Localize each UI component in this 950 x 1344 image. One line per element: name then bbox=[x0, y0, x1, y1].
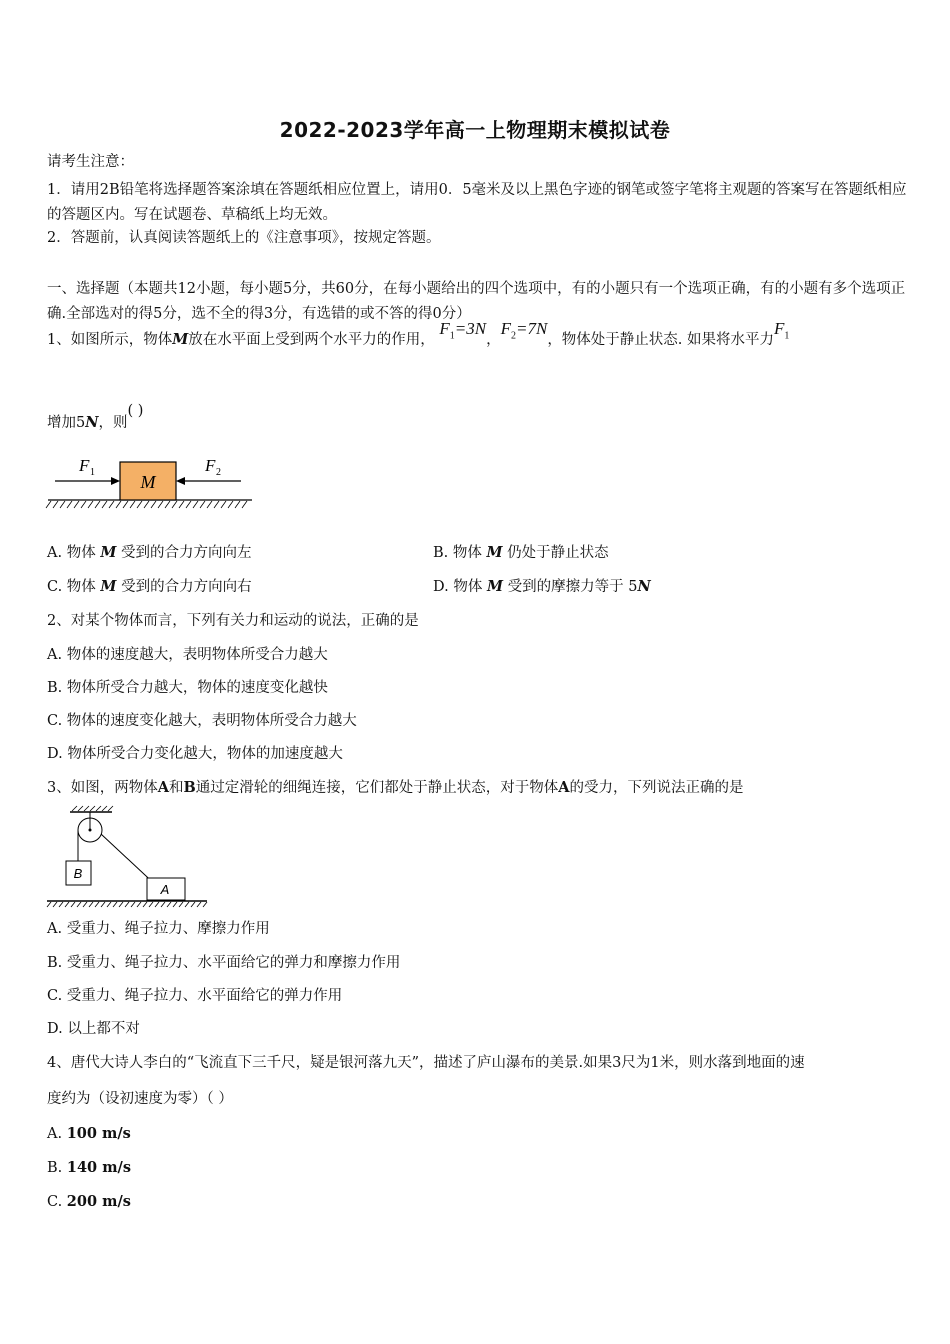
block-a-label: A bbox=[160, 882, 170, 897]
block-m-label: M bbox=[140, 472, 156, 492]
q4-opt-c-value: 200 m/s bbox=[66, 1193, 131, 1210]
q1-opt-c-prefix: C. 物体 bbox=[47, 579, 101, 595]
q3-b1: B bbox=[183, 779, 196, 796]
q4-opt-b-prefix: B. bbox=[47, 1160, 67, 1176]
q1-option-a[interactable] bbox=[47, 544, 251, 562]
q1-f2-value: =7N bbox=[516, 319, 548, 338]
q1-f1-formula bbox=[439, 319, 487, 342]
q2-option-c[interactable]: C. 物体的速度变化越大，表明物体所受合力越大 bbox=[47, 713, 357, 729]
q1-opt-d-n: N bbox=[637, 578, 651, 595]
q3-a1: A bbox=[157, 779, 169, 796]
q4-option-a[interactable] bbox=[47, 1125, 131, 1143]
q4-opt-c-prefix: C. bbox=[47, 1194, 67, 1210]
q1-opt-b-prefix: B. 物体 bbox=[433, 545, 487, 561]
f1-arrowhead bbox=[111, 477, 120, 485]
q1-opt-a-m: M bbox=[100, 544, 117, 561]
q4-opt-b-value: 140 m/s bbox=[66, 1159, 131, 1176]
q1-opt-a-prefix: A. 物体 bbox=[47, 545, 101, 561]
q1-stem-a: 1、如图所示，物体 bbox=[47, 332, 173, 348]
pulley-axle bbox=[89, 829, 92, 832]
q1-opt-d-text: 受到的摩擦力等于 5 bbox=[503, 579, 638, 595]
notice-heading: 请考生注意： bbox=[47, 154, 134, 170]
fig-f1-sub: 1 bbox=[90, 467, 95, 478]
q3-option-b[interactable]: B. 受重力、绳子拉力、水平面给它的弹力和摩擦力作用 bbox=[47, 955, 401, 971]
q4-stem-line2: 度约为（设初速度为零）（ ） bbox=[47, 1091, 233, 1107]
q1-stem-c: ，物体处于静止状态. 如果将水平力 bbox=[547, 332, 775, 348]
q4-stem-line1: 4、唐代大诗人李白的“飞流直下三千尺，疑是银河落九天”，描述了庐山瀑布的美景.如果3尺为1米，则水落到地面的速 bbox=[47, 1055, 805, 1071]
q1-opt-c-m: M bbox=[100, 578, 117, 595]
q1-opt-b-text: 仍处于静止状态 bbox=[502, 545, 609, 561]
q4-option-c[interactable] bbox=[47, 1193, 131, 1211]
q3-figure bbox=[45, 805, 215, 910]
fig-f2-label: F bbox=[205, 456, 216, 475]
q1-f2-sub: 2 bbox=[511, 330, 516, 342]
q1-line2-b: ，则 bbox=[98, 415, 128, 431]
q3-option-d[interactable]: D. 以上都不对 bbox=[47, 1021, 140, 1037]
q1-option-c[interactable] bbox=[47, 578, 252, 596]
q1-opt-c-text: 受到的合力方向向右 bbox=[116, 579, 252, 595]
q1-figure bbox=[45, 450, 260, 512]
section-heading: 一、选择题（本题共12小题，每小题5分，共60分，在每小题给出的四个选项中，有的小题只有一个选项正确，有的小题有多个选项正确.全部选对的得5分，选不全的得3分，有选错的或不答的得0分） bbox=[47, 281, 906, 322]
q1-answer-paren: ( ) bbox=[127, 403, 144, 419]
page-title: 2022-2023学年高一上物理期末模拟试卷 bbox=[279, 118, 671, 142]
block-b-label: B bbox=[73, 866, 83, 881]
q3-stem-d: 的受力，下列说法正确的是 bbox=[569, 780, 744, 796]
q3-stem-c: 通过定滑轮的细绳连接，它们都处于静止状态，对于物体 bbox=[195, 780, 559, 796]
q1-n: N bbox=[85, 414, 99, 431]
q3-option-a[interactable]: A. 受重力、绳子拉力、摩擦力作用 bbox=[47, 921, 270, 937]
floor-hatch bbox=[47, 902, 207, 907]
q4-option-b[interactable] bbox=[47, 1159, 131, 1177]
q1-f1-symbol: F bbox=[439, 319, 450, 338]
q1-stem-b: 放在水平面上受到两个水平力的作用， bbox=[188, 332, 435, 348]
q3-option-c[interactable]: C. 受重力、绳子拉力、水平面给它的弹力作用 bbox=[47, 988, 343, 1004]
q1-stem-line2 bbox=[47, 403, 144, 432]
q1-option-d[interactable] bbox=[433, 578, 651, 596]
q1-opt-a-text: 受到的合力方向向左 bbox=[116, 545, 252, 561]
q2-option-a[interactable]: A. 物体的速度越大，表明物体所受合力越大 bbox=[47, 647, 328, 663]
q1-line2-a: 增加5 bbox=[47, 415, 86, 431]
q1-option-b[interactable] bbox=[433, 544, 609, 562]
q1-f2-formula bbox=[500, 319, 548, 342]
q1-opt-d-m: M bbox=[486, 578, 503, 595]
q1-f1-tail bbox=[774, 319, 790, 342]
q4-opt-a-prefix: A. bbox=[47, 1126, 67, 1142]
q1-stem bbox=[47, 319, 790, 355]
q1-m: M bbox=[172, 331, 189, 348]
f2-arrowhead bbox=[176, 477, 185, 485]
notice-item-2: 2．答题前，认真阅读答题纸上的《注意事项》，按规定答题。 bbox=[47, 230, 441, 246]
q3-a2: A bbox=[558, 779, 570, 796]
q3-stem bbox=[47, 779, 744, 797]
fig-f2-sub: 2 bbox=[216, 467, 221, 478]
q2-option-b[interactable]: B. 物体所受合力越大，物体的速度变化越快 bbox=[47, 680, 328, 696]
q3-stem-b: 和 bbox=[169, 780, 184, 796]
fig-f1-label: F bbox=[79, 456, 90, 475]
q1-f2-symbol: F bbox=[500, 319, 511, 338]
q1-comma: ， bbox=[486, 332, 501, 348]
q2-option-d[interactable]: D. 物体所受合力变化越大，物体的加速度越大 bbox=[47, 746, 343, 762]
q1-f1-tail-symbol: F bbox=[774, 319, 785, 338]
notice-item-1: 1．请用2B铅笔将选择题答案涂填在答题纸相应位置上，请用0．5毫米及以上黑色字迹的钢笔或签字笔将主观题的答案写在答题纸相应的答题区内。写在试题卷、草稿纸上均无效。 bbox=[47, 182, 907, 223]
q1-f1-sub: 1 bbox=[449, 330, 455, 342]
q1-opt-b-m: M bbox=[486, 544, 503, 561]
q4-opt-a-value: 100 m/s bbox=[66, 1125, 131, 1142]
q1-opt-d-prefix: D. 物体 bbox=[433, 579, 487, 595]
q3-stem-a: 3、如图，两物体 bbox=[47, 780, 158, 796]
ground-hatch bbox=[46, 501, 247, 508]
ceiling-hatch bbox=[72, 806, 113, 811]
q2-stem: 2、对某个物体而言，下列有关力和运动的说法，正确的是 bbox=[47, 613, 419, 629]
q1-f1-value: =3N bbox=[454, 319, 487, 338]
q1-f1-tail-sub: 1 bbox=[784, 330, 790, 342]
